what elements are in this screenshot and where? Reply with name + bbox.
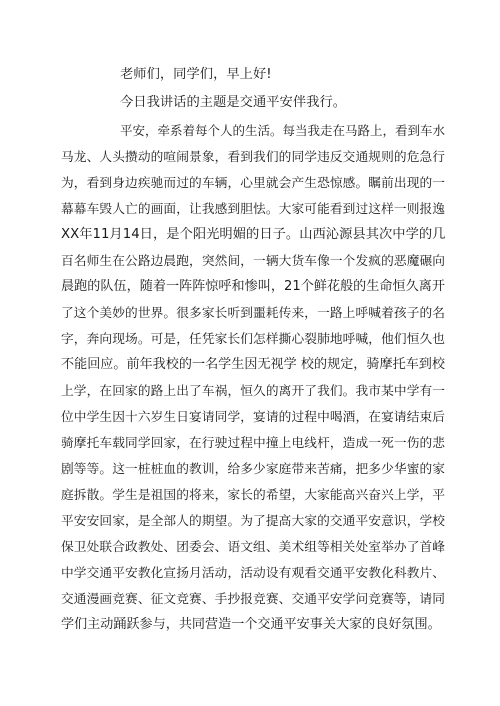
greeting-line: 老师们，同学们，早上好! [120, 67, 272, 82]
paragraph-line: 保卫处联合政教处、团委会、语文组、美术组等相关处室举办了首峰 [61, 539, 445, 554]
paragraph-line: 位中学生因十六岁生日宴请同学，宴请的过程中喝酒，在宴请结束后 [61, 409, 445, 424]
paragraph-line: 平安，牵系着每个人的生活。每当我走在马路上，看到车水 [120, 123, 446, 138]
paragraph-line: 上学，在回家的路上出了车祸，恒久的离开了我们。我市某中学有一 [61, 383, 445, 398]
paragraph-line: 了这个美妙的世界。很多家长听到噩耗传来，一路上呼喊着孩子的名 [61, 305, 445, 320]
paragraph-line: 马龙、人头攒动的喧闹景象，看到我们的同学违反交通规则的危急行 [61, 149, 445, 164]
paragraph-line: 不能回应。前年我校的一名学生因无视学 校的规定，骑摩托车到校 [61, 357, 445, 372]
paragraph-line: 晨跑的队伍，随着一阵阵惊呼和惨叫，21个鲜花般的生命恒久离开 [61, 279, 445, 294]
paragraph-line: 学们主动踊跃参与，共同营造一个交通平安事关大家的良好氛围。 [61, 617, 441, 632]
paragraph-line: 庭拆散。学生是祖国的将来，家长的希望，大家能高兴奋兴上学，平 [61, 487, 445, 502]
paragraph-line: 百名师生在公路边晨跑，突然间，一辆大货车像一个发疯的恶魔碾向 [61, 253, 445, 268]
paragraph-line: 剧等等。这一桩桩血的教训，给多少家庭带来苦痛，把多少华蜜的家 [61, 461, 445, 476]
paragraph-line: 字，奔向现场。可是，任凭家长们怎样撕心裂肺地呼喊，他们恒久也 [61, 331, 445, 346]
paragraph-line: 交通漫画竞赛、征文竞赛、手抄报竞赛、交通平安学问竞赛等，请同 [61, 591, 445, 606]
paragraph-line: 骑摩托车载同学回家，在行驶过程中撞上电线杆，造成一死一伤的悲 [61, 435, 445, 450]
paragraph-line: XX年11月14日，是个阳光明媚的日子。山西沁源县其次中学的几 [61, 227, 446, 242]
topic-line: 今日我讲话的主题是交通平安伴我行。 [120, 95, 347, 110]
paragraph-line: 幕幕车毁人亡的画面，让我感到胆怯。大家可能看到过这样一则报逸 [61, 201, 445, 216]
paragraph-line: 平安安回家，是全部人的期望。为了提高大家的交通平安意识，学校 [61, 513, 445, 528]
paragraph-line: 中学交通平安教化宣扬月活动，活动设有观看交通平安教化科教片、 [61, 565, 445, 580]
paragraph-line: 为，看到身边疾驰而过的车辆，心里就会产生恐惊感。瞩前出现的一 [61, 175, 445, 190]
